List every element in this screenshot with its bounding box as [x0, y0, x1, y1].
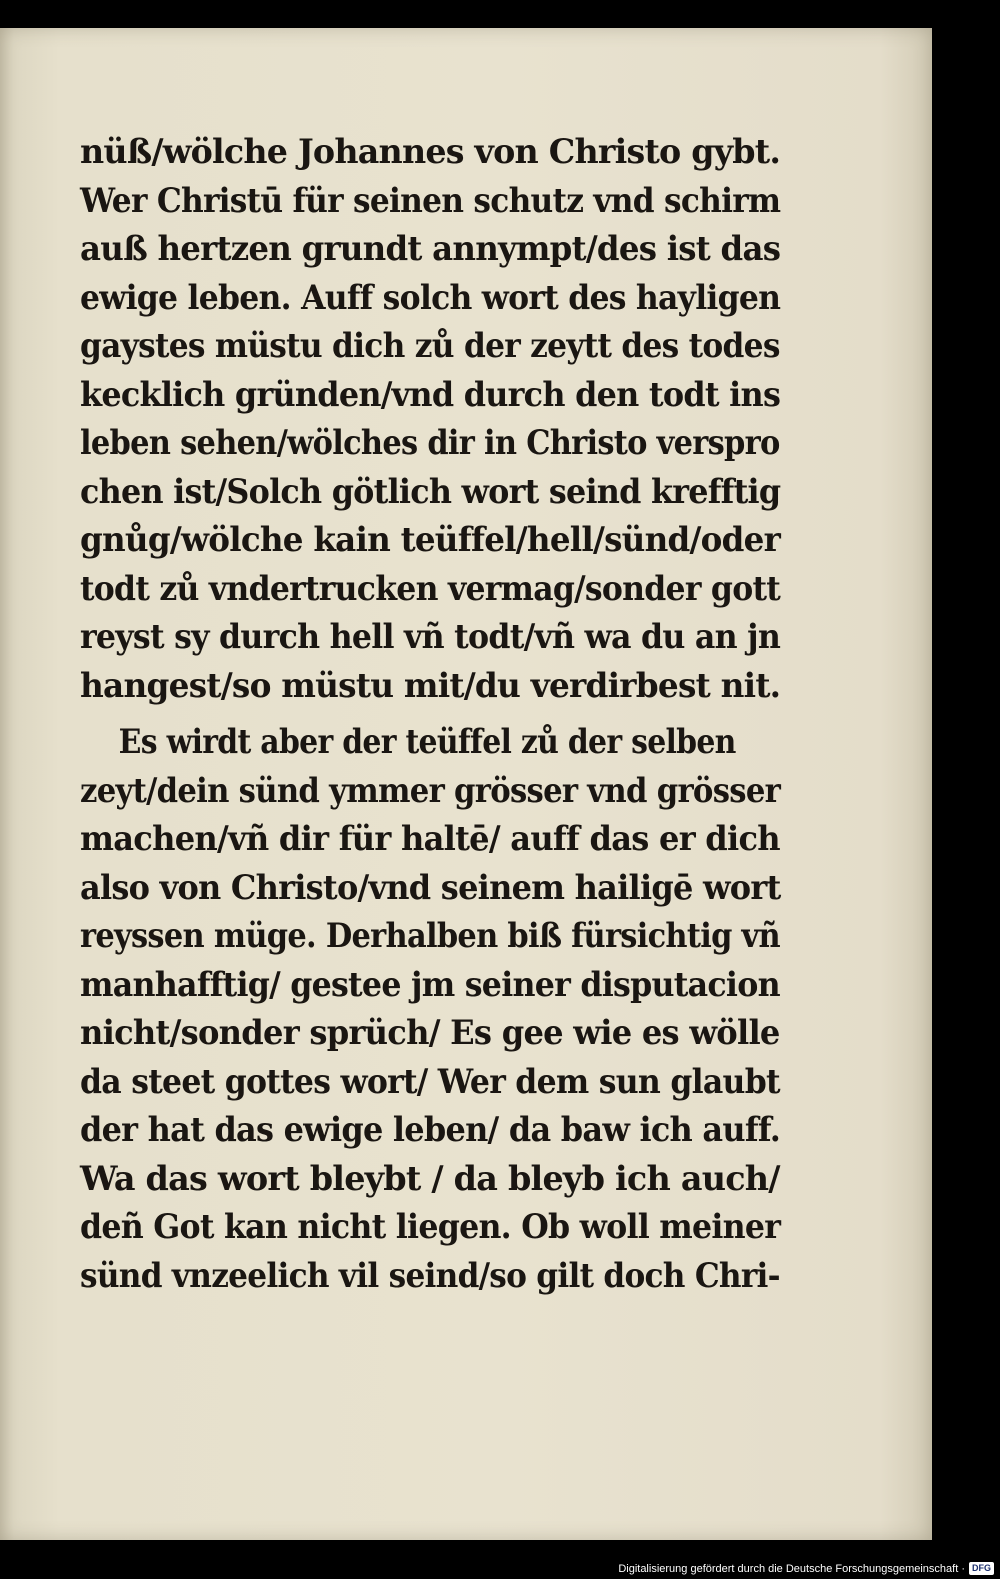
paragraph-1: [80, 128, 780, 710]
text-line: machen/vñ dir für haltē/ auff das er dich: [80, 819, 780, 859]
text-line: nüß/wölche Johannes von Christo gybt.: [80, 132, 781, 172]
text-line: kecklich gründen/vnd durch den todt ins: [80, 374, 781, 415]
credit-text: Digitalisierung gefördert durch die Deutsche Forschungsgemeinschaft ·: [618, 1562, 965, 1575]
text-line: Es wirdt aber der teüffel zů der selben: [118, 722, 736, 762]
dfg-logo: DFG: [969, 1562, 994, 1575]
text-line: deñ Got kan nicht liegen. Ob woll meiner: [80, 1207, 781, 1247]
text-line: gnůg/wölche kain teüffel/hell/sünd/oder: [80, 520, 780, 560]
paragraph-2: [80, 718, 780, 1300]
text-line: gaystes müstu dich zů der zeytt des todes: [80, 326, 780, 366]
digitization-credit: [618, 1562, 994, 1575]
text-line: ewige leben. Auff solch wort des hayligen: [80, 277, 781, 318]
text-line: manhafftig/ gestee jm seiner disputacion: [80, 964, 780, 1005]
text-line: da steet gottes wort/ Wer dem sun glaubt: [80, 1061, 780, 1102]
text-line: leben sehen/wölches dir in Christo verspro: [80, 423, 780, 463]
text-line: hangest/so müstu mit/du verdirbest nit.: [80, 665, 781, 706]
text-line: todt zů vndertrucken vermag/sonder gott: [80, 568, 781, 609]
text-line: zeyt/dein sünd ymmer grösser vnd grösser: [80, 770, 781, 811]
text-line: Wa das wort bleybt / da bleyb ich auch/: [80, 1158, 780, 1199]
text-line: nicht/sonder sprüch/ Es gee wie es wölle: [80, 1013, 780, 1053]
text-line: Wer Christū für seinen schutz vnd schirm: [80, 180, 781, 221]
text-line: der hat das ewige leben/ da baw ich auff.: [80, 1110, 781, 1150]
text-line: auß hertzen grundt annympt/des ist das: [80, 229, 781, 269]
text-line: reyst sy durch hell vñ todt/vñ wa du an jn: [80, 617, 781, 657]
text-line: chen ist/Solch götlich wort seind krefftig: [80, 471, 781, 512]
book-page: [0, 28, 932, 1540]
text-line: sünd vnzeelich vil seind/so gilt doch Chri-: [80, 1255, 780, 1296]
text-line: reyssen müge. Derhalben biß fürsichtig vñ: [80, 916, 780, 956]
text-line: also von Christo/vnd seinem hailigē wort: [80, 867, 781, 908]
